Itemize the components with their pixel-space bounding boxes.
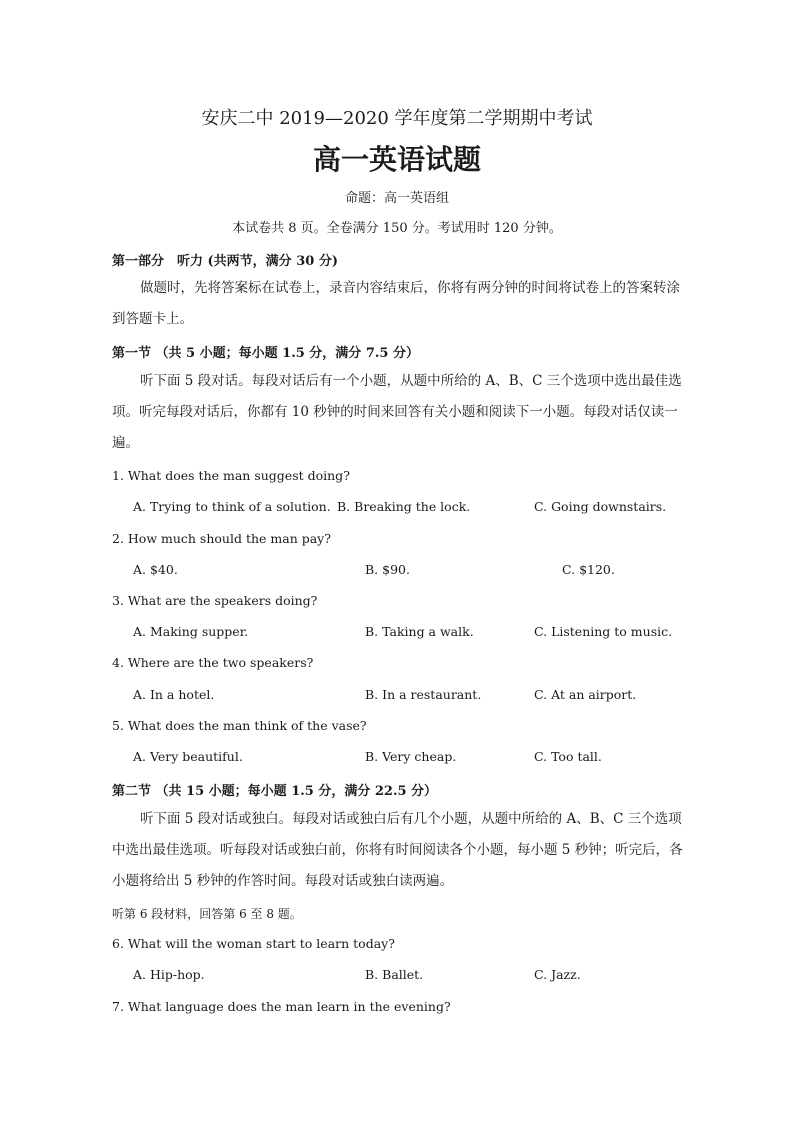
setter-line: 命题：高一英语组 bbox=[344, 191, 449, 206]
section1-instruction: 听下面 5 段对话。每段对话后有一个小题，从题中所给的 A、B、C 三个选项中选出最佳选项。听完每段对话后，你都有 10 秒钟的时间来回答有关小题和阅读下一小题。每段对话仅读一遍。 bbox=[112, 373, 682, 451]
option-c: C. Too tall. bbox=[534, 749, 602, 764]
option-a: A. In a hotel. bbox=[133, 687, 215, 702]
option-b: B. Very cheap. bbox=[365, 749, 457, 764]
question-stem: 4. Where are the two speakers? bbox=[112, 655, 314, 670]
option-b: B. In a restaurant. bbox=[365, 687, 482, 702]
option-b: B. Taking a walk. bbox=[365, 624, 474, 639]
question-stem: 2. How much should the man pay? bbox=[112, 531, 331, 546]
option-c: C. Going downstairs. bbox=[534, 499, 667, 514]
question-stem: 6. What will the woman start to learn today? bbox=[112, 936, 395, 951]
option-b: B. Ballet. bbox=[365, 967, 424, 982]
section2-instruction: 听下面 5 段对话或独白。每段对话或独白后有几个小题，从题中所给的 A、B、C 三个选项中选出最佳选项。听每段对话或独白前，你将有时间阅读各个小题，每小题 5 秒钟；听完后，各小题将给出 5 秒钟的作答时间。每段对话或独白读两遍。 bbox=[112, 811, 683, 889]
question-stem: 1. What does the man suggest doing? bbox=[112, 468, 350, 483]
exam-info: 本试卷共 8 页。全卷满分 150 分。考试用时 120 分钟。 bbox=[232, 221, 562, 236]
question-stem: 3. What are the speakers doing? bbox=[112, 593, 318, 608]
section1-heading: 第一节 （共 5 小题；每小题 1.5 分，满分 7.5 分） bbox=[112, 346, 419, 361]
part1-instruction: 做题时，先将答案标在试卷上，录音内容结束后，你将有两分钟的时间将试卷上的答案转涂到答题卡上。 bbox=[112, 280, 680, 327]
material-note: 听第 6 段材料，回答第 6 至 8 题。 bbox=[112, 907, 302, 921]
part1-heading: 第一部分 听力 (共两节，满分 30 分) bbox=[112, 254, 338, 269]
option-a: A. Making supper. bbox=[133, 624, 249, 639]
option-c: C. $120. bbox=[562, 562, 615, 577]
question-stem: 7. What language does the man learn in the evening? bbox=[112, 999, 451, 1014]
option-a: A. $40. bbox=[133, 562, 178, 577]
option-c: C. At an airport. bbox=[534, 687, 637, 702]
option-b: B. Breaking the lock. bbox=[337, 499, 471, 514]
question-stem: 5. What does the man think of the vase? bbox=[112, 718, 367, 733]
section2-heading: 第二节 （共 15 小题；每小题 1.5 分，满分 22.5 分） bbox=[112, 784, 438, 799]
option-b: B. $90. bbox=[365, 562, 410, 577]
option-a: A. Very beautiful. bbox=[133, 749, 243, 764]
option-a: A. Trying to think of a solution. bbox=[133, 499, 331, 514]
exam-title: 高一英语试题 bbox=[312, 143, 481, 176]
option-c: C. Jazz. bbox=[534, 967, 581, 982]
option-a: A. Hip-hop. bbox=[133, 967, 205, 982]
option-c: C. Listening to music. bbox=[534, 624, 673, 639]
school-title: 安庆二中 2019—2020 学年度第二学期期中考试 bbox=[201, 108, 593, 129]
